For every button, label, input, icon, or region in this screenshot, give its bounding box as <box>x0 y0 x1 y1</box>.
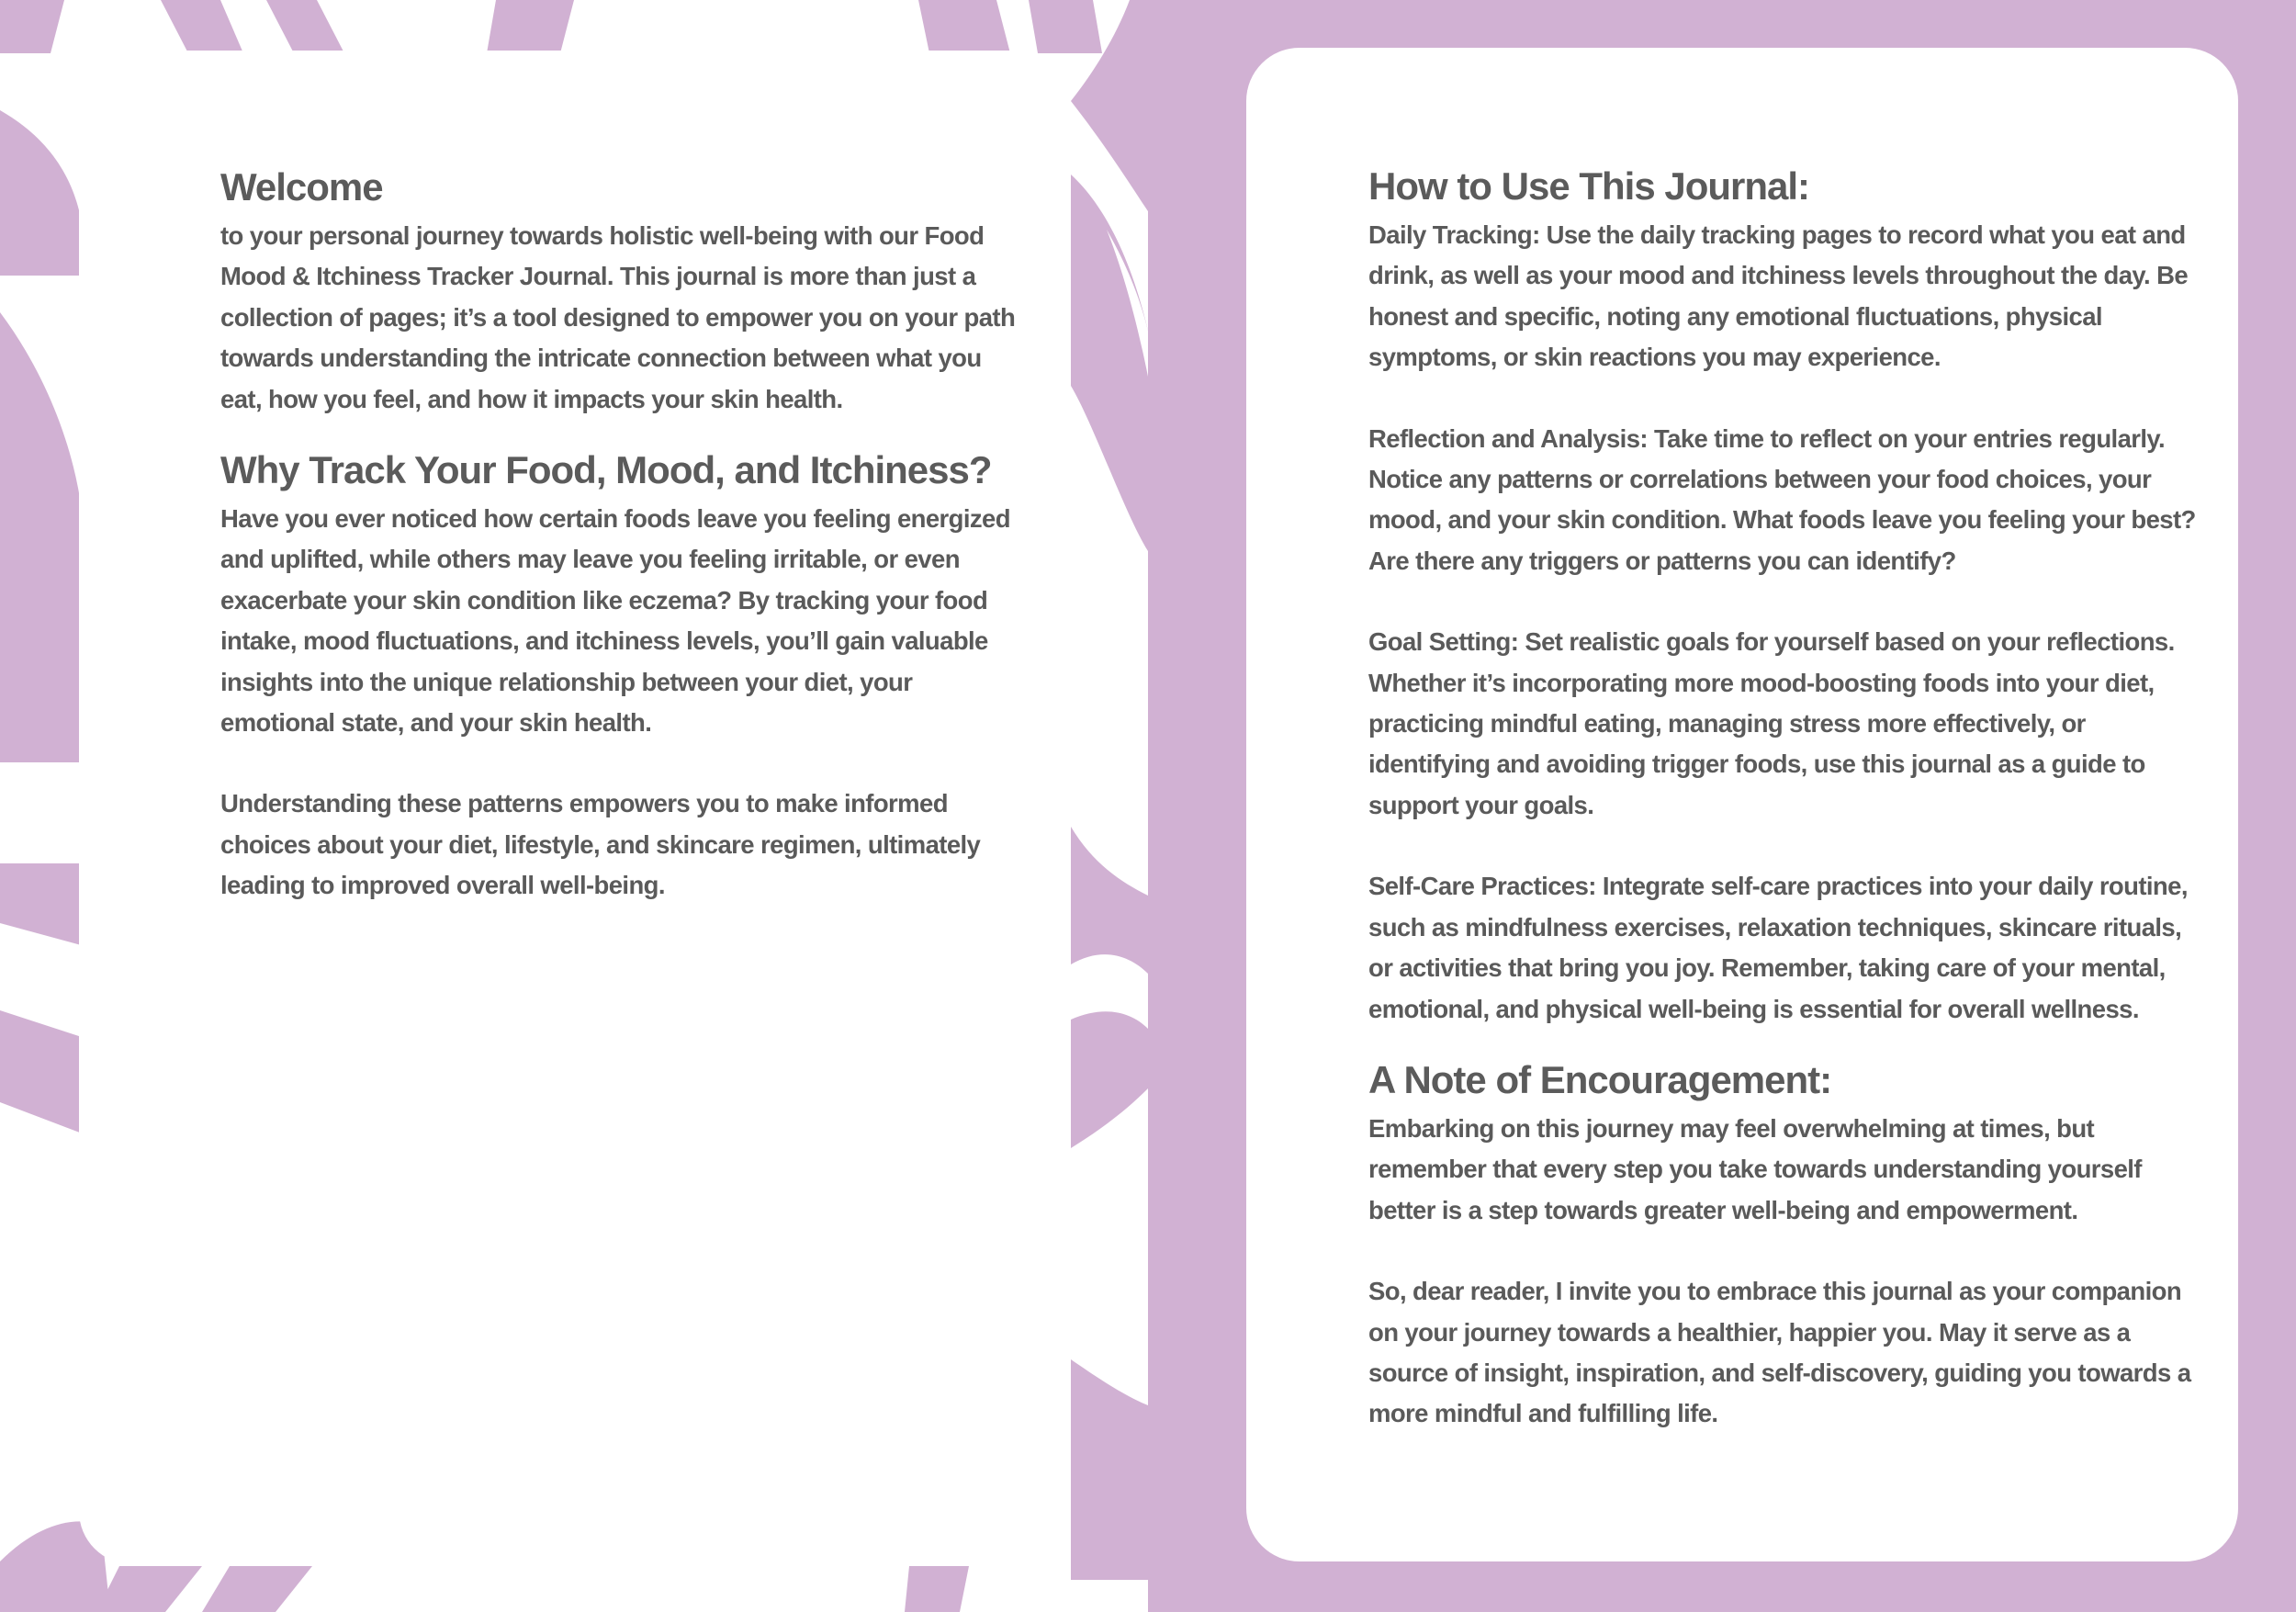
right-page <box>1148 0 2296 1612</box>
why-track-text-1: Have you ever noticed how certain foods leave you feeling energized and uplifted, while others may leave you feeling irritable, or even exacerbate your skin condition like eczema? By tracking your food intake, mood fluctuations, and itchiness levels, you’ll gain valuable insights into the unique relationship between your diet, your emotional state, and your skin health. <box>220 504 1010 738</box>
why-track-text-2: Understanding these patterns empowers you to make informed choices about your diet, lifestyle, and skincare regimen, ultimately leading to improved overall well-being. <box>220 789 981 900</box>
why-track-heading: Why Track Your Food, Mood, and Itchiness? <box>220 448 992 492</box>
encouragement-text-1: Embarking on this journey may feel overwhelming at times, but remember that every step you take towards understanding yourself better is a step towards greater well-being and empowerment. <box>1368 1113 2142 1224</box>
daily-tracking-text: Daily Tracking: Use the daily tracking pages to record what you eat and drink, as well as your mood and itchiness levels throughout the day. Be honest and specific, noting any emotional fluctuations, physical symptoms, or skin reactions you may experience. <box>1368 220 2189 372</box>
left-content-card <box>79 51 1071 1564</box>
self-care-text: Self-Care Practices: Integrate self-care practices into your daily routine, such as mindfulness exercises, relaxation techniques, skincare rituals, or activities that bring you joy. Remember, taking care of your mental, emotional, and physical well-being is essential for overall wellness. <box>1368 872 2188 1023</box>
right-content-card <box>1246 48 2238 1561</box>
encouragement-heading: A Note of Encouragement: <box>1368 1057 1832 1101</box>
welcome-heading: Welcome <box>220 165 383 209</box>
welcome-text: to your personal journey towards holistic well-being with our Food Mood & Itchiness Tracker Journal. This journal is more than just a collection of pages; it’s a tool designed to empower you on your path towards understanding the intricate connection between what you eat, how you feel, and how it impacts your skin health. <box>220 221 1016 413</box>
reflection-text: Reflection and Analysis: Take time to reflect on your entries regularly. Notice any patterns or correlations between your food choices, your mood, and your skin condition. What foods leave you feeling your best? Are there any triggers or patterns you can identify? <box>1368 423 2196 575</box>
goal-setting-text: Goal Setting: Set realistic goals for yourself based on your reflections. Whether it’s incorporating more mood-boosting foods into your diet, practicing mindful eating, managing stress more effectively, or identifying and avoiding trigger foods, use this journal as a guide to support your goals. <box>1368 627 2175 819</box>
encouragement-text-2: So, dear reader, I invite you to embrace this journal as your companion on your journey towards a healthier, happier you. May it serve as a source of insight, inspiration, and self-discovery, guiding you towards a more mindful and fulfilling life. <box>1368 1277 2191 1428</box>
how-to-use-heading: How to Use This Journal: <box>1368 164 1810 208</box>
